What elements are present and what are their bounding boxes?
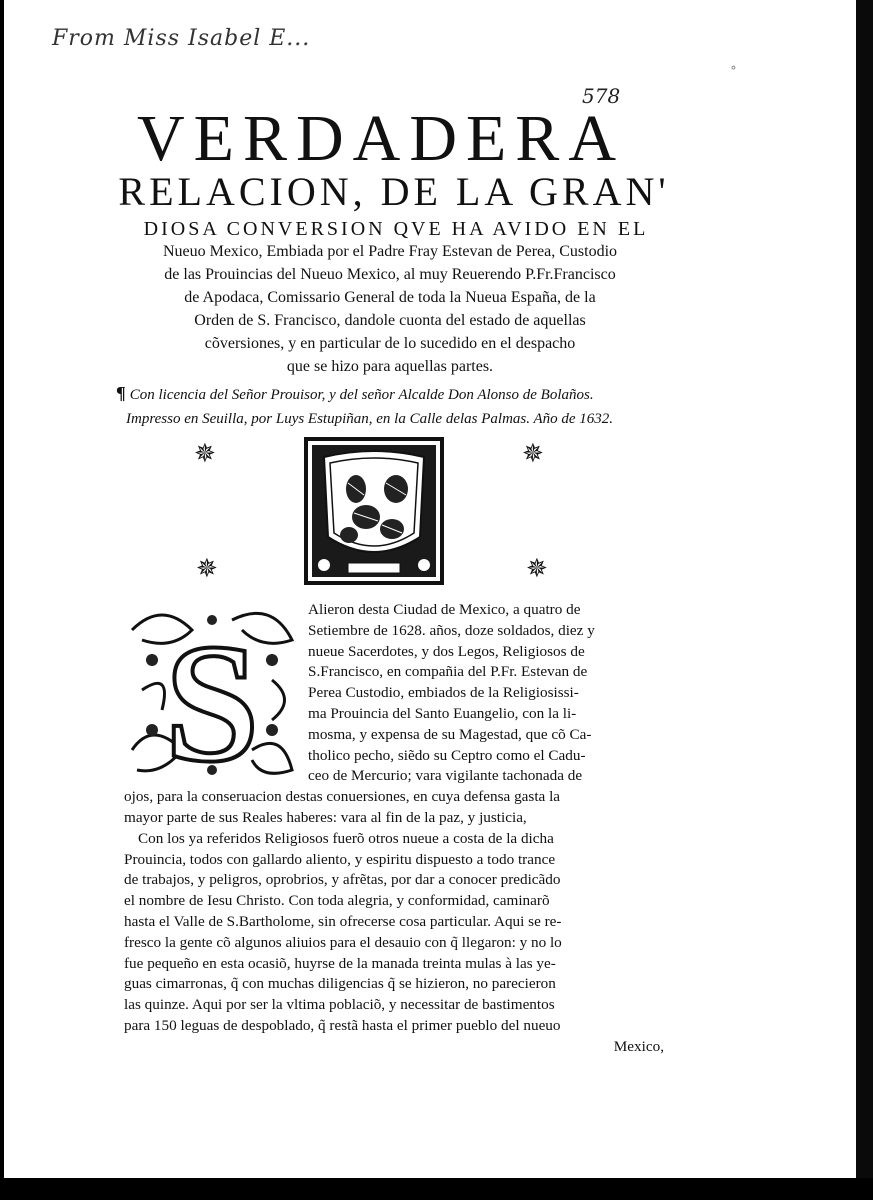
star-ornament-icon: ✵ bbox=[196, 554, 218, 584]
body-line: fue pequeño en esta ocasiõ, huyrse de la manada treinta mulas à las ye- bbox=[124, 954, 556, 972]
imprint-license: Con licencia del Señor Prouisor, y del señor Alcalde Don Alonso de Bolaños. bbox=[129, 387, 594, 403]
star-ornament-icon: ✵ bbox=[522, 439, 544, 469]
title-line-1: VERDADERA bbox=[137, 102, 625, 175]
subtitle bbox=[110, 240, 670, 378]
body-line: ceo de Mercurio; vara vigilante tachonada de bbox=[308, 767, 583, 785]
star-ornament-icon: ✵ bbox=[194, 439, 216, 469]
handwritten-note: From Miss Isabel E... bbox=[52, 26, 311, 51]
body-line: tholico pecho, siẽdo su Ceptro como el Cadu- bbox=[308, 746, 586, 764]
subtitle-line: Orden de S. Francisco, dandole cuonta del estado de aquellas bbox=[194, 312, 586, 329]
body-line: mayor parte de sus Reales haberes: vara al fin de la paz, y justicia, bbox=[124, 808, 527, 826]
body-line-last: Mexico, bbox=[613, 1037, 664, 1055]
body-line: mosma, y expensa de su Magestad, que cõ Ca- bbox=[308, 725, 592, 743]
body-line: Perea Custodio, embiados de la Religiosissi- bbox=[308, 684, 579, 702]
body-line: hasta el Valle de S.Bartholome, sin ofrecerse cosa particular. Aqui se re- bbox=[124, 912, 562, 930]
franciscan-emblem-icon bbox=[304, 437, 444, 585]
subtitle-line: cõversiones, y en particular de lo sucedido en el despacho bbox=[204, 335, 576, 352]
title-line-3: DIOSA CONVERSION QVE HA AVIDO EN EL bbox=[143, 218, 649, 240]
body-line: fresco la gente cõ algunos aliuios para el desauio con q̃ llegaron: y no lo bbox=[124, 933, 562, 951]
imprint-printer: Impresso en Seuilla, por Luys Estupiñan, en la Calle delas Palmas. Año de 1632. bbox=[126, 411, 614, 427]
pilcrow: ¶ bbox=[116, 383, 126, 403]
subtitle-line: de las Prouincias del Nueuo Mexico, al muy Reuerendo P.Fr.Francisco bbox=[164, 266, 616, 283]
body-line: S.Francisco, en compañia del P.Fr. Estevan de bbox=[308, 663, 588, 681]
star-ornament-icon: ✵ bbox=[526, 554, 548, 584]
body-line: Prouincia, todos con gallardo aliento, y espiritu dispuesto a todo trance bbox=[124, 850, 556, 868]
body-text bbox=[124, 600, 664, 1058]
scan-bottom-border bbox=[0, 1178, 873, 1200]
margin-mark: ∘ bbox=[730, 60, 737, 76]
body-line: el nombre de Iesu Christo. Con toda alegria, y conformidad, caminarõ bbox=[124, 892, 550, 910]
body-line: las quinze. Aqui por ser la vltima poblaciõ, y necessitar de bastimentos bbox=[124, 996, 555, 1014]
body-line: guas cimarronas, q̃ con muchas diligencias q̃ se hizieron, no parecieron bbox=[124, 975, 556, 993]
body-line: Con los ya referidos Religiosos fuerõ otros nueue a costa de la dicha bbox=[138, 829, 554, 847]
title-line-2: RELACION, DE LA GRAN' bbox=[118, 169, 670, 214]
body-line: ma Prouincia del Santo Euangelio, con la li- bbox=[308, 704, 577, 722]
subtitle-line: de Apodaca, Comissario General de toda la Nueua España, de la bbox=[184, 289, 596, 306]
subtitle-line: que se hizo para aquellas partes. bbox=[286, 358, 494, 375]
folio-number: 578 bbox=[582, 84, 621, 108]
body-line: ojos, para la conseruacion destas conuersiones, en cuya defensa gasta la bbox=[124, 788, 561, 806]
imprint bbox=[116, 381, 676, 431]
body-line: de trabajos, y peligros, oprobrios, y afrẽtas, por dar a conocer predicãdo bbox=[124, 871, 561, 889]
subtitle-line: Nueuo Mexico, Embiada por el Padre Fray Estevan de Perea, Custodio bbox=[162, 243, 618, 260]
body-line: para 150 leguas de despoblado, q̃ restã hasta el primer pueblo del nueuo bbox=[124, 1016, 561, 1034]
body-line: nueue Sacerdotes, y dos Legos, Religiosos de bbox=[308, 642, 585, 660]
scan-edge-strip bbox=[856, 0, 873, 1178]
body-line: Alieron desta Ciudad de Mexico, a quatro de bbox=[308, 601, 581, 618]
body-line: Setiembre de 1628. años, doze soldados, diez y bbox=[308, 621, 595, 639]
document-page bbox=[4, 0, 856, 1178]
dropcap-letter: S bbox=[164, 609, 260, 785]
